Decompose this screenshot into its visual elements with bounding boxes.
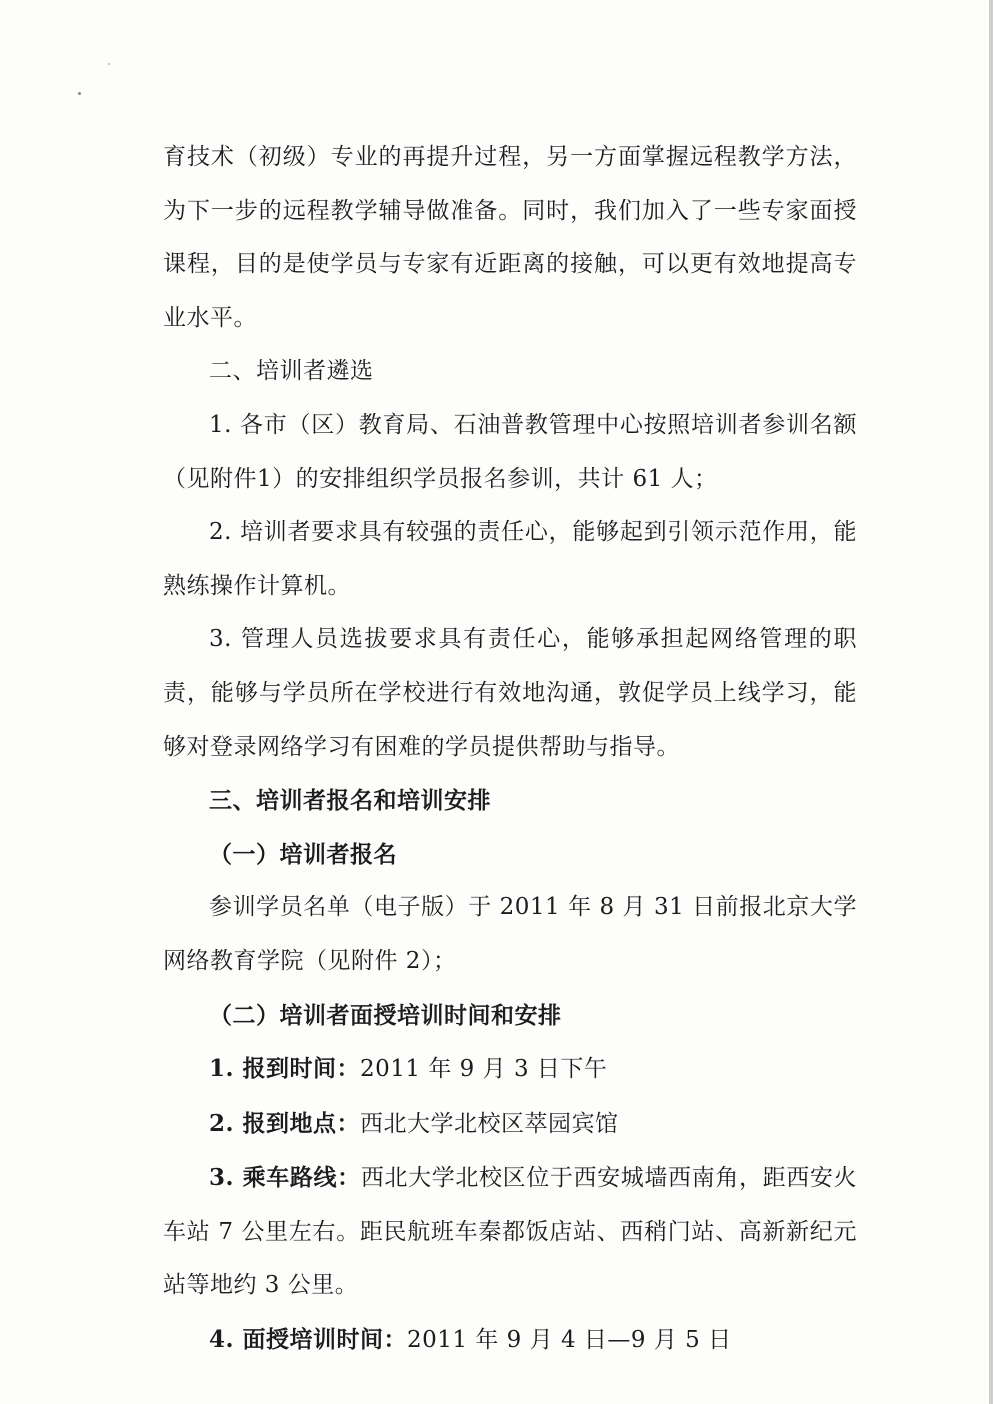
paragraph-selection-1: 1. 各市（区）教育局、石油普教管理中心按照培训者参训名额（见附件1）的安排组织学员报名参训，共计 61 人；: [163, 411, 857, 492]
subheading-registration: （一）培训者报名: [209, 840, 397, 868]
item-training-time: [163, 1313, 857, 1368]
item-value: 西北大学北校区位于西安城墙西南角，距西安火车站 7 公里左右。距民航班车秦都饭店站、西稍门站、高新新纪元站等地约 3 公里。: [163, 1165, 857, 1299]
paragraph-intro-continuation: 育技术（初级）专业的再提升过程，另一方面掌握远程教学方法，为下一步的远程教学辅导做准备。同时，我们加入了一些专家面授课程，目的是使学员与专家有近距离的接触，可以更有效地提高专业水平。: [163, 144, 857, 331]
scan-speck: [108, 63, 110, 65]
item-label: 3. 乘车路线：: [209, 1164, 361, 1192]
item-label: 4. 面授培训时间：: [209, 1326, 408, 1354]
item-label: 1. 报到时间：: [209, 1055, 361, 1083]
subheading-training-schedule: （二）培训者面授培训时间和安排: [209, 1001, 562, 1029]
item-label: 2. 报到地点：: [209, 1109, 361, 1137]
item-value: 西北大学北校区萃园宾馆: [360, 1110, 619, 1137]
paragraph-selection-2: 2. 培训者要求具有较强的责任心，能够起到引领示范作用，能熟练操作计算机。: [163, 519, 857, 599]
paragraph-selection-3: 3. 管理人员选拔要求具有责任心，能够承担起网络管理的职责，能够与学员所在学校进行有效地沟通，敦促学员上线学习，能够对登录网络学习有困难的学员提供帮助与指导。: [163, 626, 857, 760]
scan-edge: [989, 0, 993, 1404]
document-body: [163, 131, 857, 1368]
scan-speck: [78, 92, 81, 95]
item-value: 2011 年 9 月 4 日—9 月 5 日: [407, 1327, 732, 1354]
item-check-in-time: [163, 1042, 857, 1097]
item-check-in-location: [163, 1097, 857, 1152]
item-bus-route: [163, 1151, 857, 1313]
section-heading-selection: 二、培训者遴选: [209, 358, 374, 385]
section-heading-registration: 三、培训者报名和培训安排: [209, 787, 491, 815]
paragraph-registration-list: 参训学员名单（电子版）于 2011 年 8 月 31 日前报北京大学网络教育学院（见附件 2）；: [163, 894, 857, 974]
item-value: 2011 年 9 月 3 日下午: [360, 1056, 608, 1083]
